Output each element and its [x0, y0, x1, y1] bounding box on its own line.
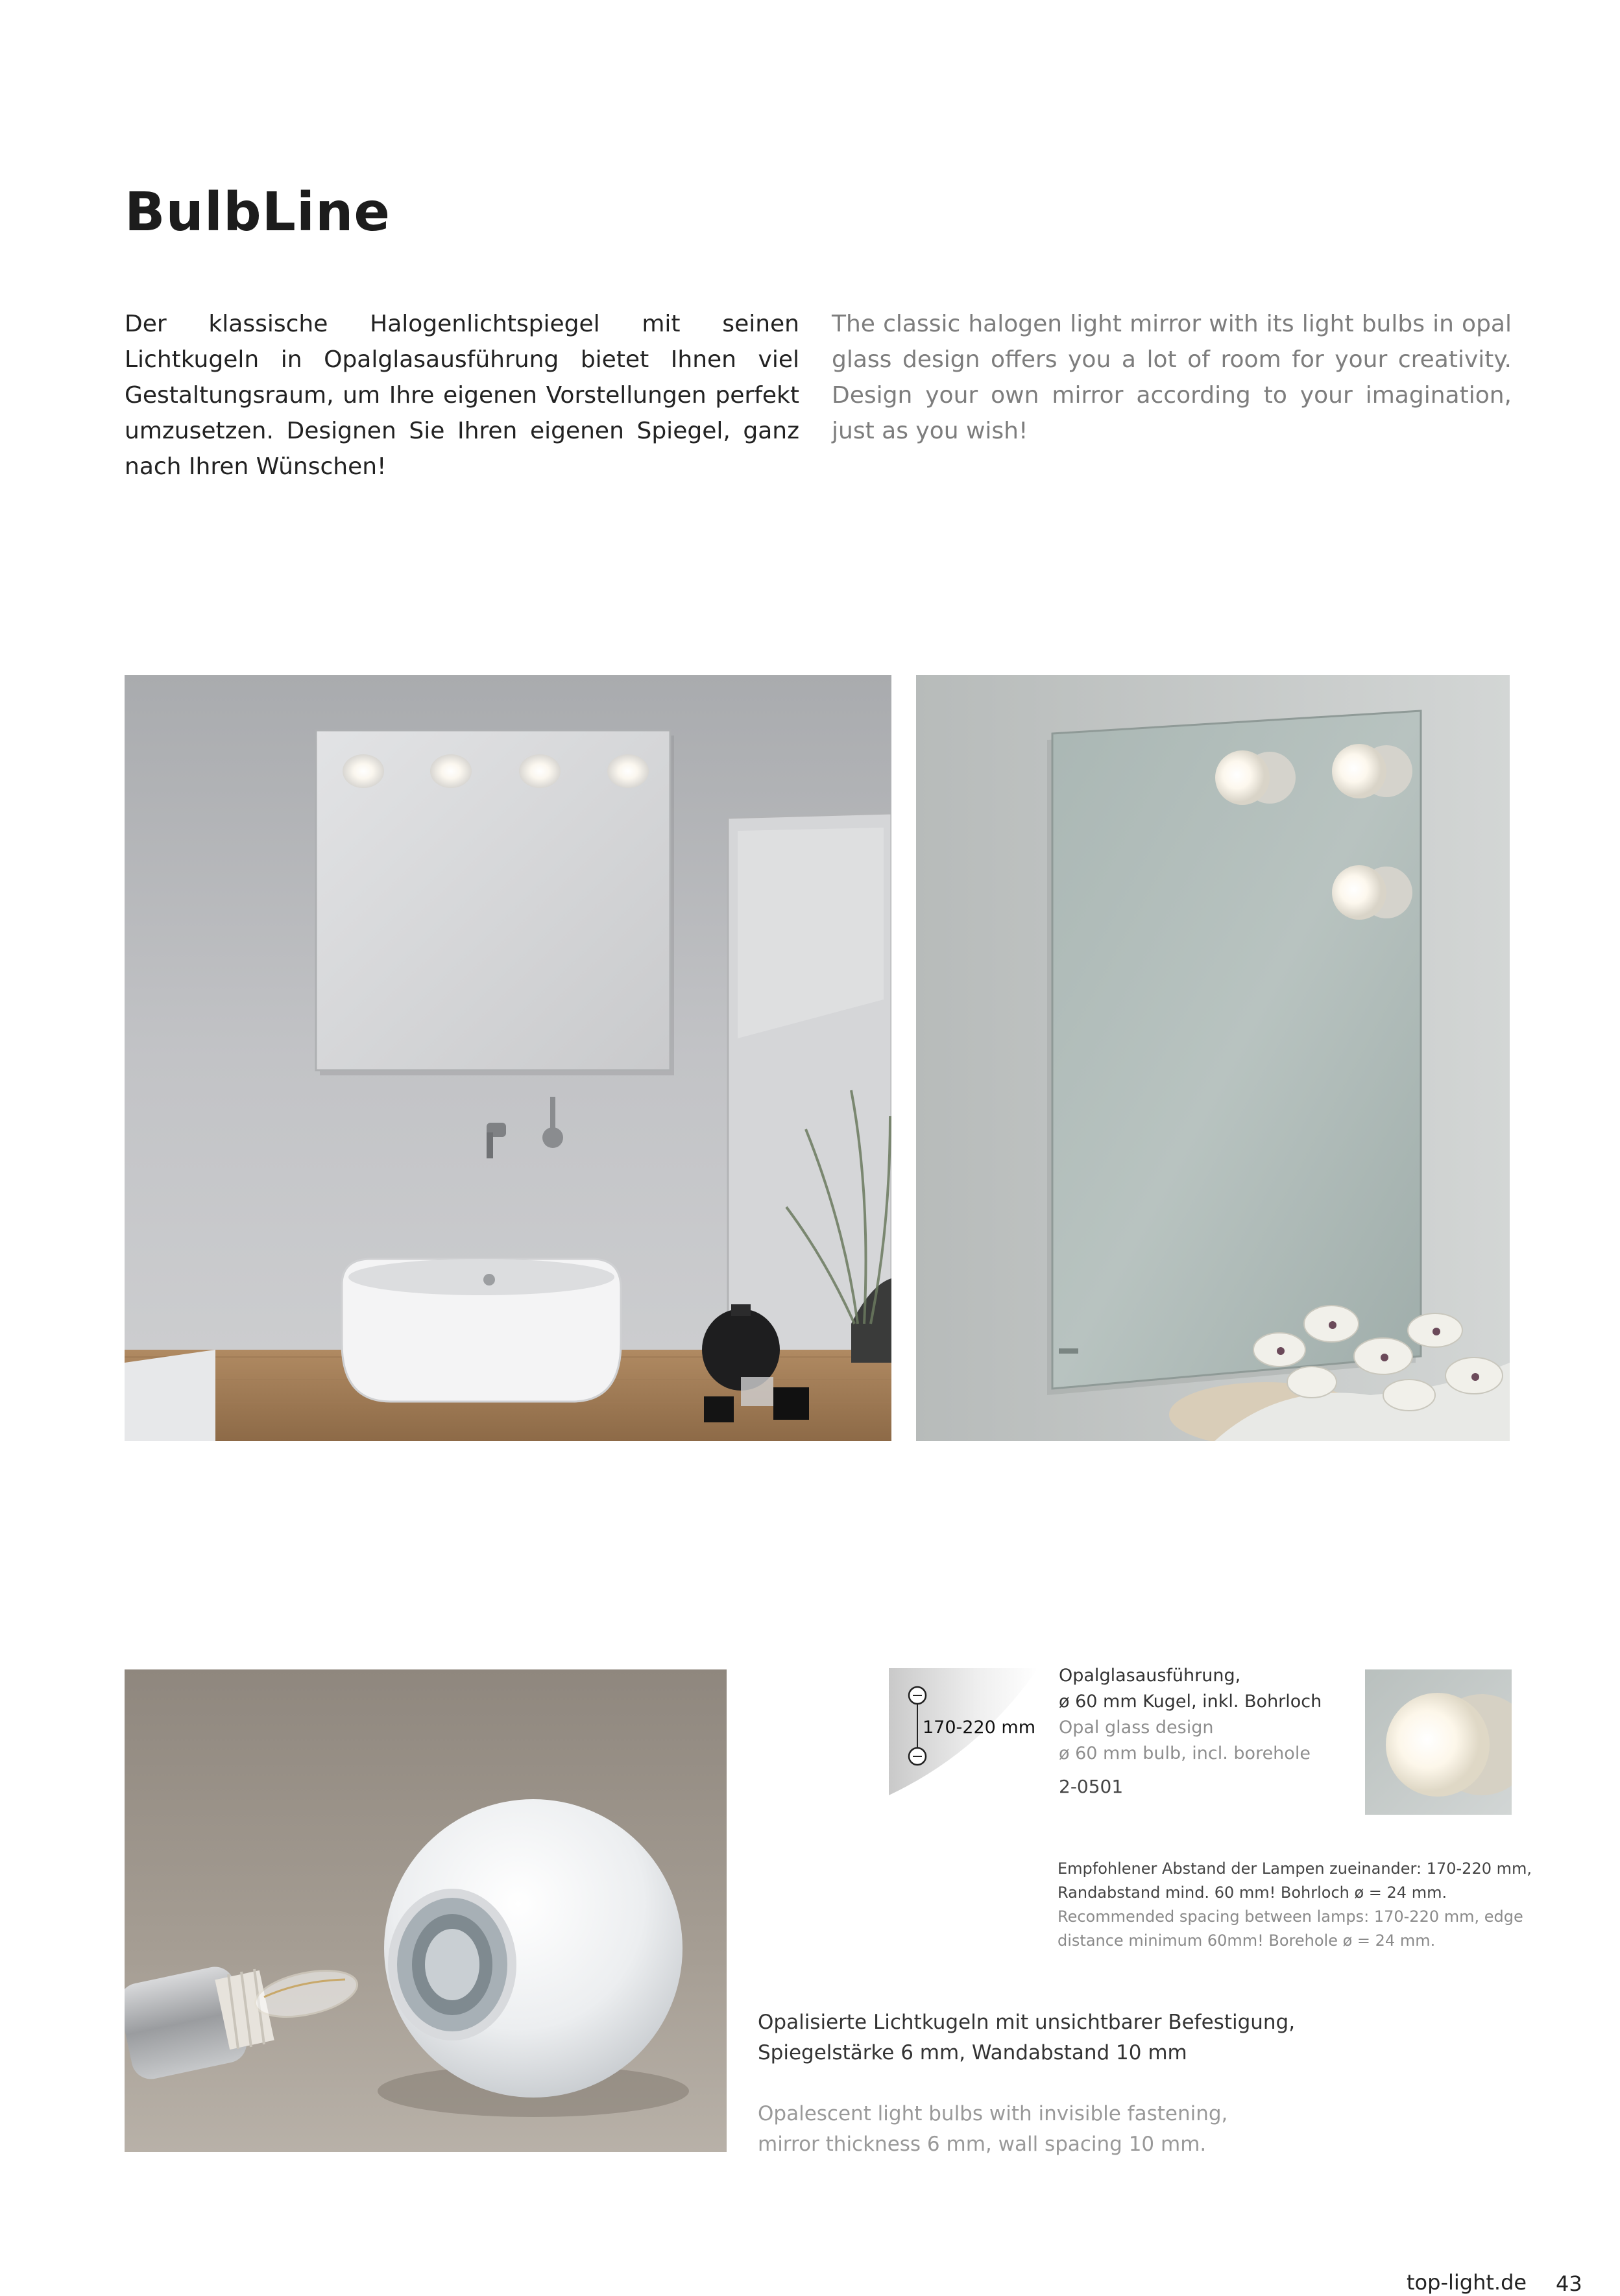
intro-text-english: The classic halogen light mirror with its light bulbs in opal glass design offers you a lot of room for your creativity. Design your own mirror according to your imagination, just as you wish!	[832, 311, 1512, 444]
bulb-thumbnail	[1365, 1669, 1512, 1815]
note-english-line1: Recommended spacing between lamps: 170-220 mm, edge	[1058, 1907, 1523, 1926]
description-german-line1: Opalisierte Lichtkugeln mit unsichtbarer Befestigung,	[758, 2011, 1296, 2034]
description-german-line2: Spiegelstärke 6 mm, Wandabstand 10 mm	[758, 2041, 1187, 2064]
note-english-line2: distance minimum 60mm! Borehole ø = 24 mm.	[1058, 1931, 1436, 1950]
description-german	[758, 2007, 1295, 2068]
spec-german-line2: ø 60 mm Kugel, inkl. Bohrloch	[1059, 1692, 1322, 1712]
description-english-line2: mirror thickness 6 mm, wall spacing 10 mm.	[758, 2133, 1207, 2156]
spec-german	[1059, 1663, 1322, 1715]
spec-german-line1: Opalglasausführung,	[1059, 1666, 1241, 1686]
spacing-label: 170-220 mm	[923, 1717, 1035, 1738]
website-link[interactable]: top-light.de	[1407, 2270, 1527, 2295]
article-code: 2-0501	[1059, 1776, 1124, 1797]
description-english-line1: Opalescent light bulbs with invisible fastening,	[758, 2102, 1228, 2125]
page-title: BulbLine	[125, 182, 391, 243]
note-english	[1058, 1905, 1523, 1953]
spec-english-line2: ø 60 mm bulb, incl. borehole	[1059, 1743, 1311, 1764]
bulb-closeup-photo	[125, 1669, 727, 2152]
note-german-line1: Empfohlener Abstand der Lampen zueinander: 170-220 mm,	[1058, 1860, 1532, 1878]
note-german-line2: Randabstand mind. 60 mm! Bohrloch ø = 24 mm.	[1058, 1883, 1447, 1902]
tall-mirror-photo	[916, 675, 1510, 1441]
description-english	[758, 2099, 1227, 2160]
spec-english-line1: Opal glass design	[1059, 1717, 1214, 1738]
intro-text-german: Der klassische Halogenlichtspiegel mit seinen Lichtkugeln in Opalglasausführung bietet Ihnen viel Gestaltungsraum, um Ihre eigenen Vorstellungen perfekt umzusetzen. Designen Sie Ihren eigenen Spiegel, ganz nach Ihren Wünschen!	[125, 311, 799, 480]
bathroom-mirror-photo	[125, 675, 891, 1441]
note-german	[1058, 1857, 1532, 1905]
spec-english	[1059, 1715, 1311, 1767]
page-number: 43	[1556, 2271, 1582, 2296]
